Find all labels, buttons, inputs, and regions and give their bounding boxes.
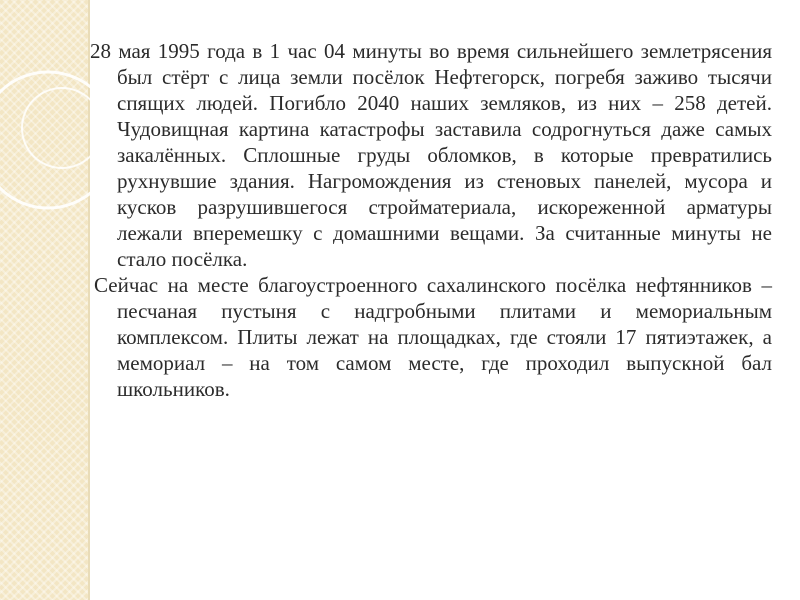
paragraph-memorial: Сейчас на месте благоустроенного сахалинского посёлка нефтянников – песчаная пустыня с надгробными плитами и мемориальным комплексом. Плиты лежат на площадках, где стояли 17 пятиэтажек, а мемориал – на том самом месте, где проходил выпускной бал школьников. xyxy=(94,273,772,401)
slide-body-text xyxy=(90,38,772,402)
decorative-side-panel xyxy=(0,0,88,600)
paragraph-earthquake: 28 мая 1995 года в 1 час 04 минуты во время сильнейшего землетрясения был стёрт с лица земли посёлок Нефтегорск, погребя заживо тысячи спящих людей. Погибло 2040 наших земляков, из них – 258 детей. Чудовищная картина катастрофы заставила содрогнуться даже самых закалённых. Сплошные груды обломков, в которые превратились рухнувшие здания. Нагромождения из стеновых панелей, мусора и кусков разрушившегося стройматериала, искореженной арматуры лежали вперемешку с домашними вещами. За считанные минуты не стало посёлка. xyxy=(90,39,772,271)
